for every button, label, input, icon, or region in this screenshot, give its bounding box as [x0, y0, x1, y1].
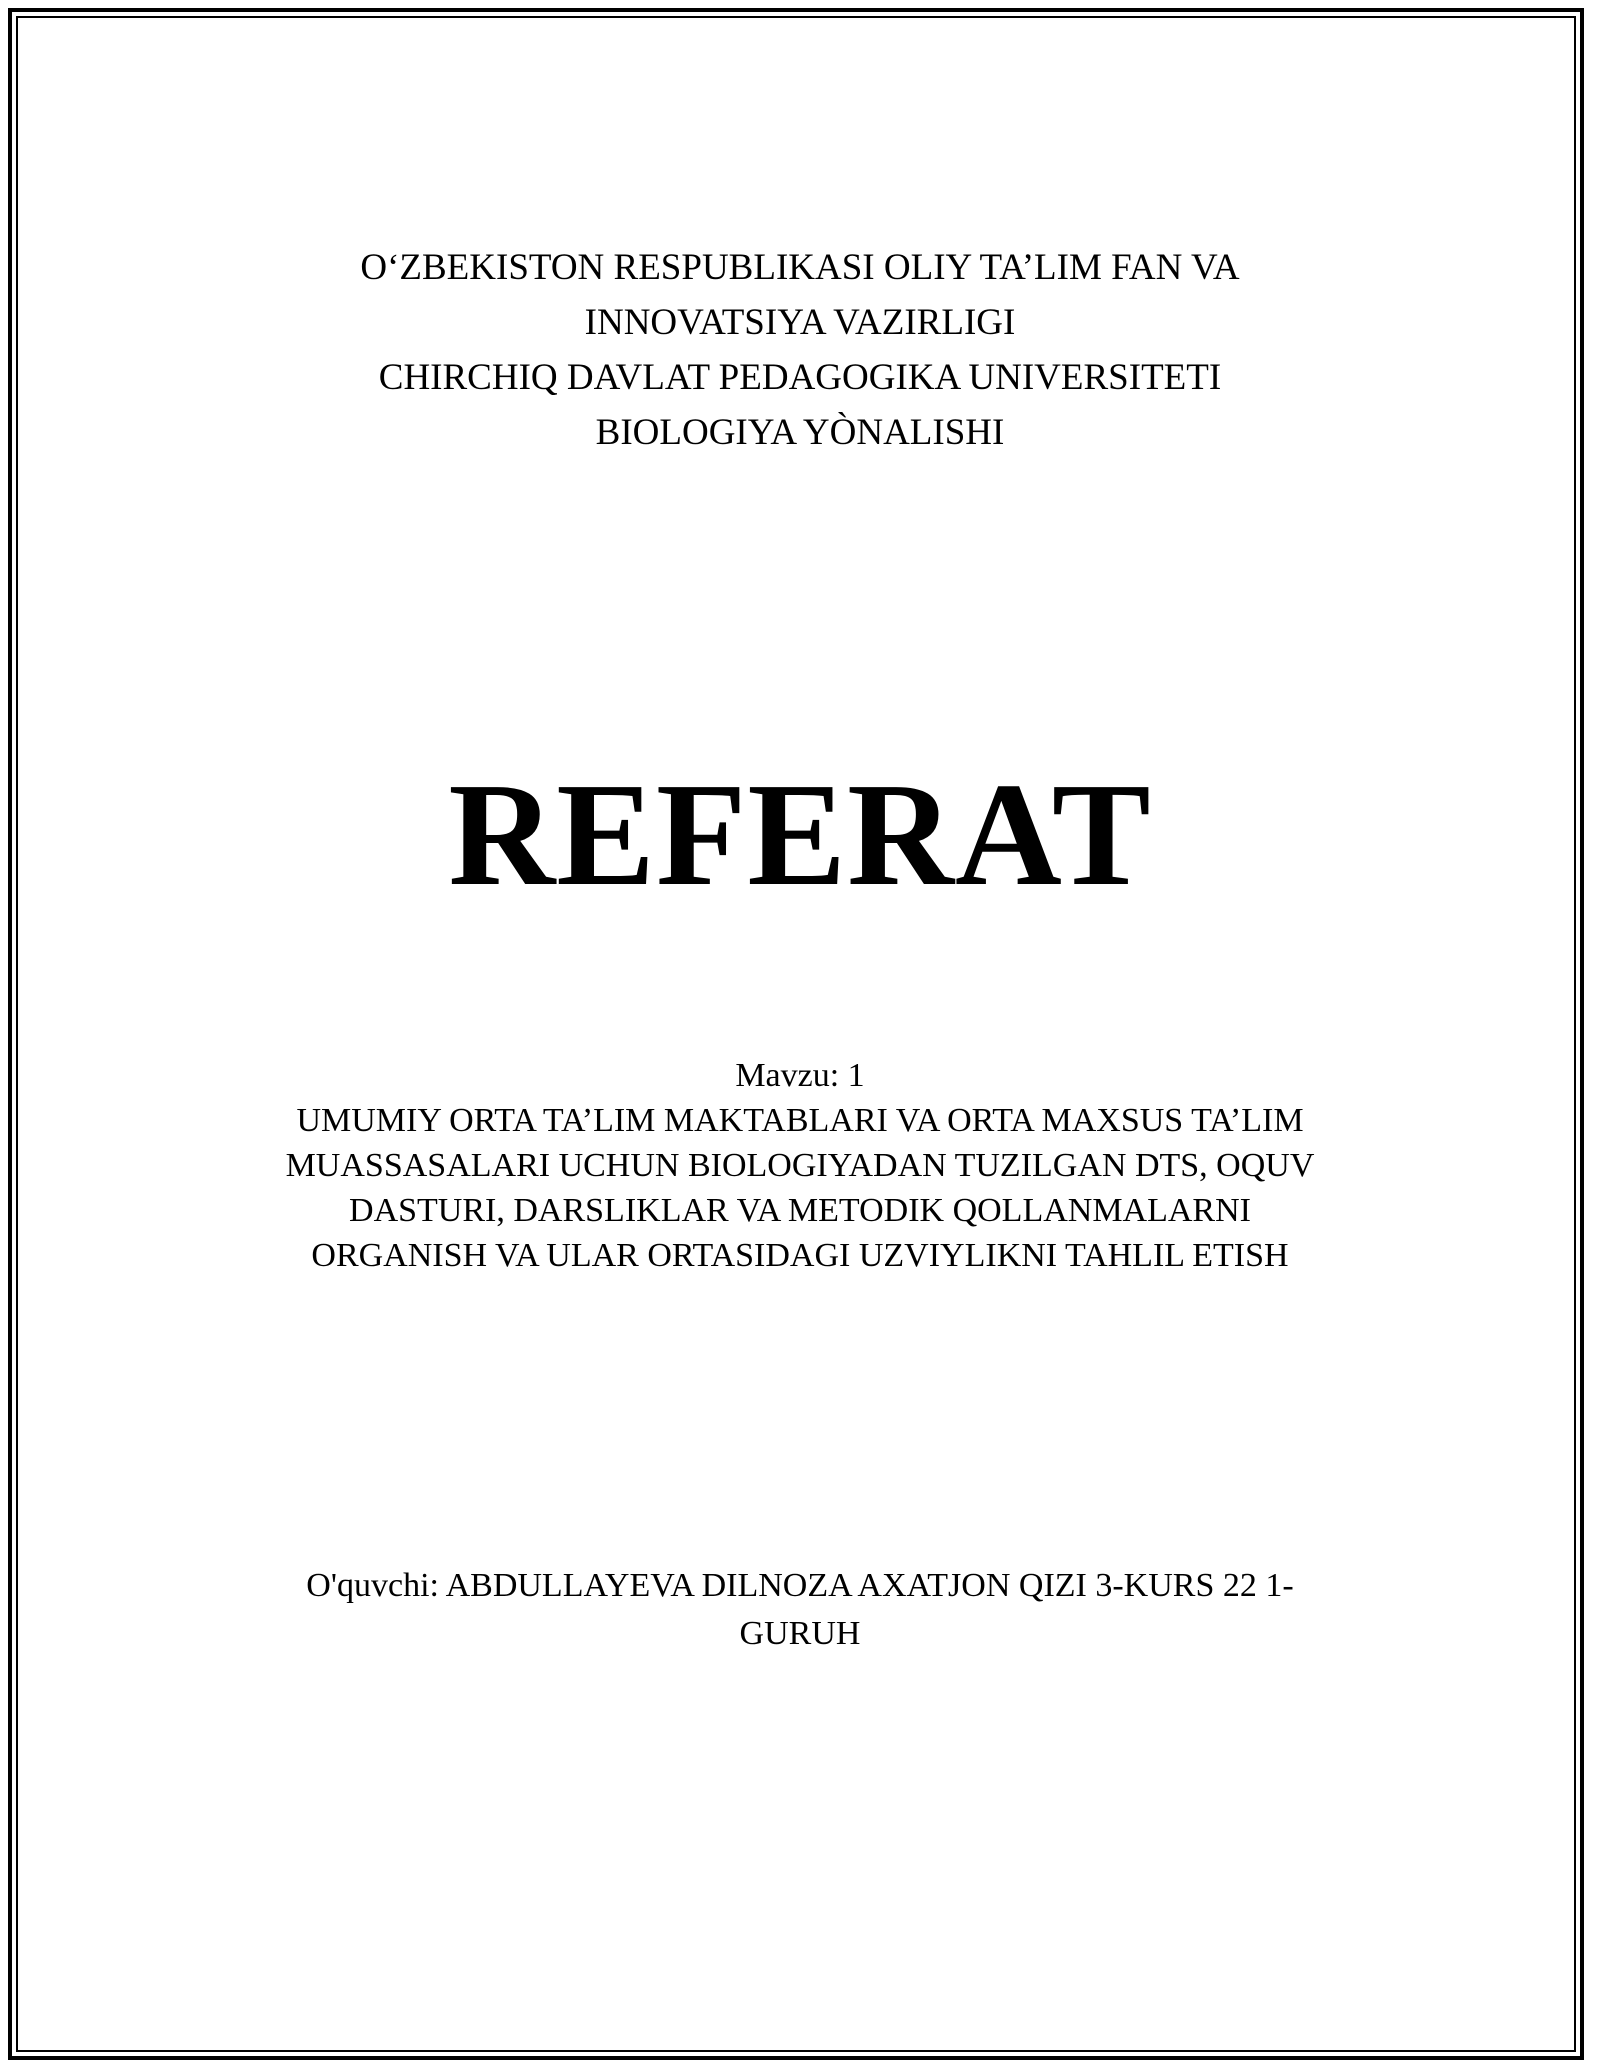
student-line: O'quvchi: ABDULLAYEVA DILNOZA AXATJON QIZI 3-KURS 22 1-	[306, 1567, 1294, 1604]
student-info	[180, 1562, 1420, 1658]
header-line: INNOVATSIYA VAZIRLIGI	[584, 302, 1016, 343]
document-title: REFERAT	[448, 753, 1152, 917]
student-line: GURUH	[739, 1615, 861, 1652]
topic-line: MUASSASALARI UCHUN BIOLOGIYADAN TUZILGAN DTS, OQUV	[285, 1147, 1315, 1184]
institution-header	[180, 240, 1420, 460]
topic-line: DASTURI, DARSLIKLAR VA METODIK QOLLANMALARNI	[349, 1192, 1251, 1229]
header-line: BIOLOGIYA YÒNALISHI	[595, 412, 1005, 453]
header-line: O‘ZBEKISTON RESPUBLIKASI OLIY TA’LIM FAN VA	[360, 247, 1240, 288]
topic-label: Mavzu: 1	[735, 1057, 865, 1094]
topic-line: UMUMIY ORTA TA’LIM MAKTABLARI VA ORTA MAXSUS TA’LIM	[296, 1102, 1304, 1139]
topic-section	[180, 1053, 1420, 1278]
topic-line: ORGANISH VA ULAR ORTASIDAGI UZVIYLIKNI TAHLIL ETISH	[311, 1237, 1289, 1274]
header-line: CHIRCHIQ DAVLAT PEDAGOGIKA UNIVERSITETI	[378, 357, 1222, 398]
